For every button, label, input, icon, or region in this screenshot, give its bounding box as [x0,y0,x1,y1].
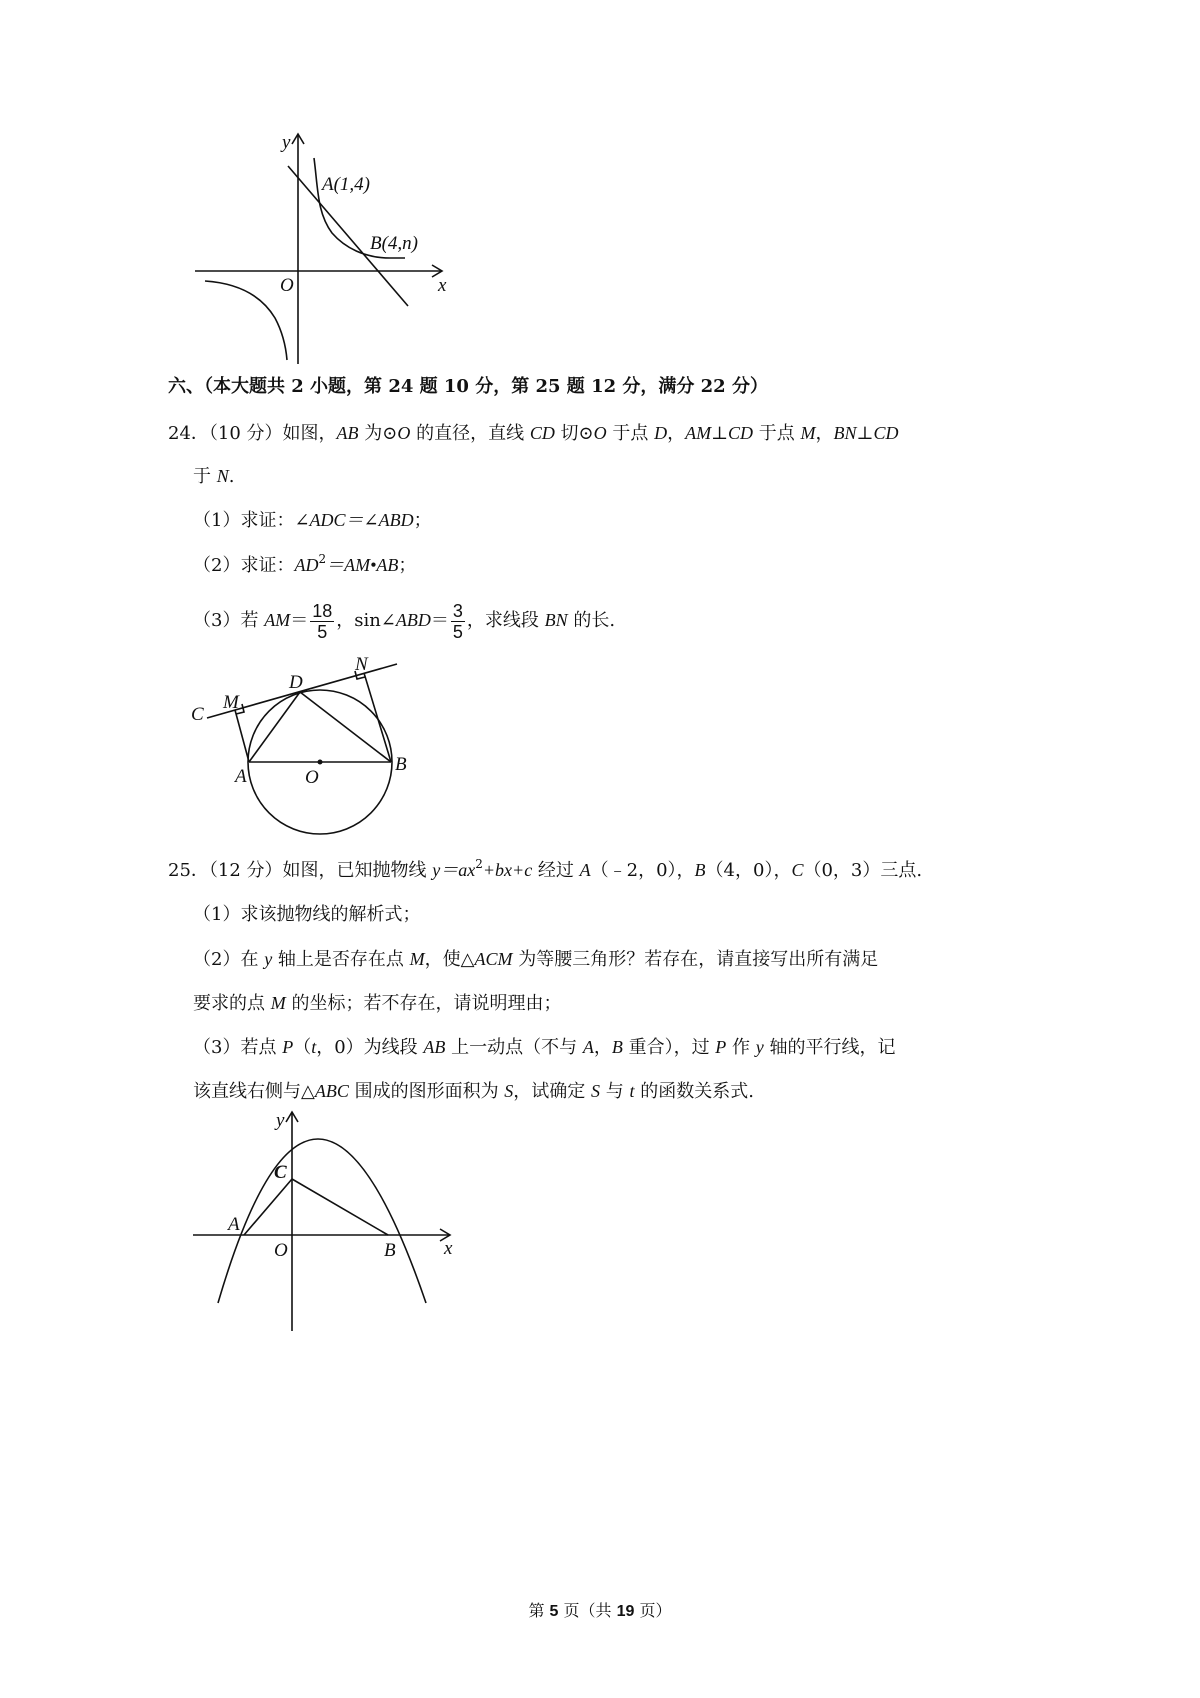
q25-part-2-line-1: （2）在 y 轴上是否存在点 M，使△ACM 为等腰三角形？若存在，请直接写出所有满足 [193,949,879,970]
q25-part-2-line-2: 要求的点 M 的坐标；若不存在，请说明理由； [193,993,562,1014]
label-c: C [274,1162,287,1183]
label-o: O [274,1240,288,1261]
fraction-18-5: $\frac{18}{5}$ [312,600,333,642]
y-axis-label: y [282,132,291,153]
q24-line-1: 24．（10 分）如图，AB 为⊙O 的直径，直线 CD 切⊙O 于点 D，AM⊥CD 于点 M，BN⊥CD [168,423,899,444]
segment-ac [244,1179,292,1235]
label-m: M [223,692,239,713]
y-axis-label: y [276,1110,285,1131]
label-a: A [228,1214,240,1235]
center-dot [318,760,323,765]
point-b-label: B(4,n) [370,233,419,254]
x-axis-label: x [438,275,447,296]
q25-line-1: 25．（12 分）如图，已知抛物线 $y=ax^2+bx+c$ 经过 A（﹣2，0），B（4，0），C（0，3）三点. [168,857,923,881]
q25-part-3-line-2: 该直线右侧与△ABC 围成的图形面积为 S，试确定 S 与 t 的函数关系式. [193,1081,754,1102]
figure-parabola [188,1106,468,1346]
fraction-3-5: $\frac{3}{5}$ [452,600,463,642]
page-footer: 第 5 页（共 19 页） [528,1601,672,1620]
figure-hyperbola [190,128,490,398]
label-b: B [384,1240,396,1261]
origin-label: O [280,275,294,296]
label-d: D [289,672,303,693]
point-a-label: A(1,4) [322,174,371,195]
label-c: C [191,704,204,725]
segment-cb [292,1179,388,1235]
label-b: B [395,754,407,775]
segment-bn [364,673,391,762]
parabola [218,1139,426,1303]
hyperbola-branch-lower [205,281,287,360]
x-axis-label: x [444,1238,453,1259]
segment-am [235,710,249,762]
figure-circle-tangent [185,650,445,840]
q24-line-2: 于 N. [193,466,235,487]
q24-part-3: （3）若 AM＝ $\frac{18}{5}$ ，sin∠ABD＝ $\frac{3}{5}$ ，求线段 BN 的长. [193,600,616,642]
q24-part-1: （1）求证：∠ADC＝∠ABD； [193,510,432,531]
section-heading: 六、（本大题共 2 小题，第 24 题 10 分，第 25 题 12 分，满分 22 分） [168,376,768,397]
segment-db [300,692,391,762]
label-a: A [235,766,247,787]
label-o: O [305,767,319,788]
q25-part-1: （1）求该抛物线的解析式； [193,904,421,925]
q24-part-2: （2）求证：$AD^2=AM•AB$； [193,552,417,576]
label-n: N [355,654,368,675]
q25-part-3-line-1: （3）若点 P（t，0）为线段 AB 上一动点（不与 A，B 重合），过 P 作 y 轴的平行线，记 [193,1037,896,1058]
